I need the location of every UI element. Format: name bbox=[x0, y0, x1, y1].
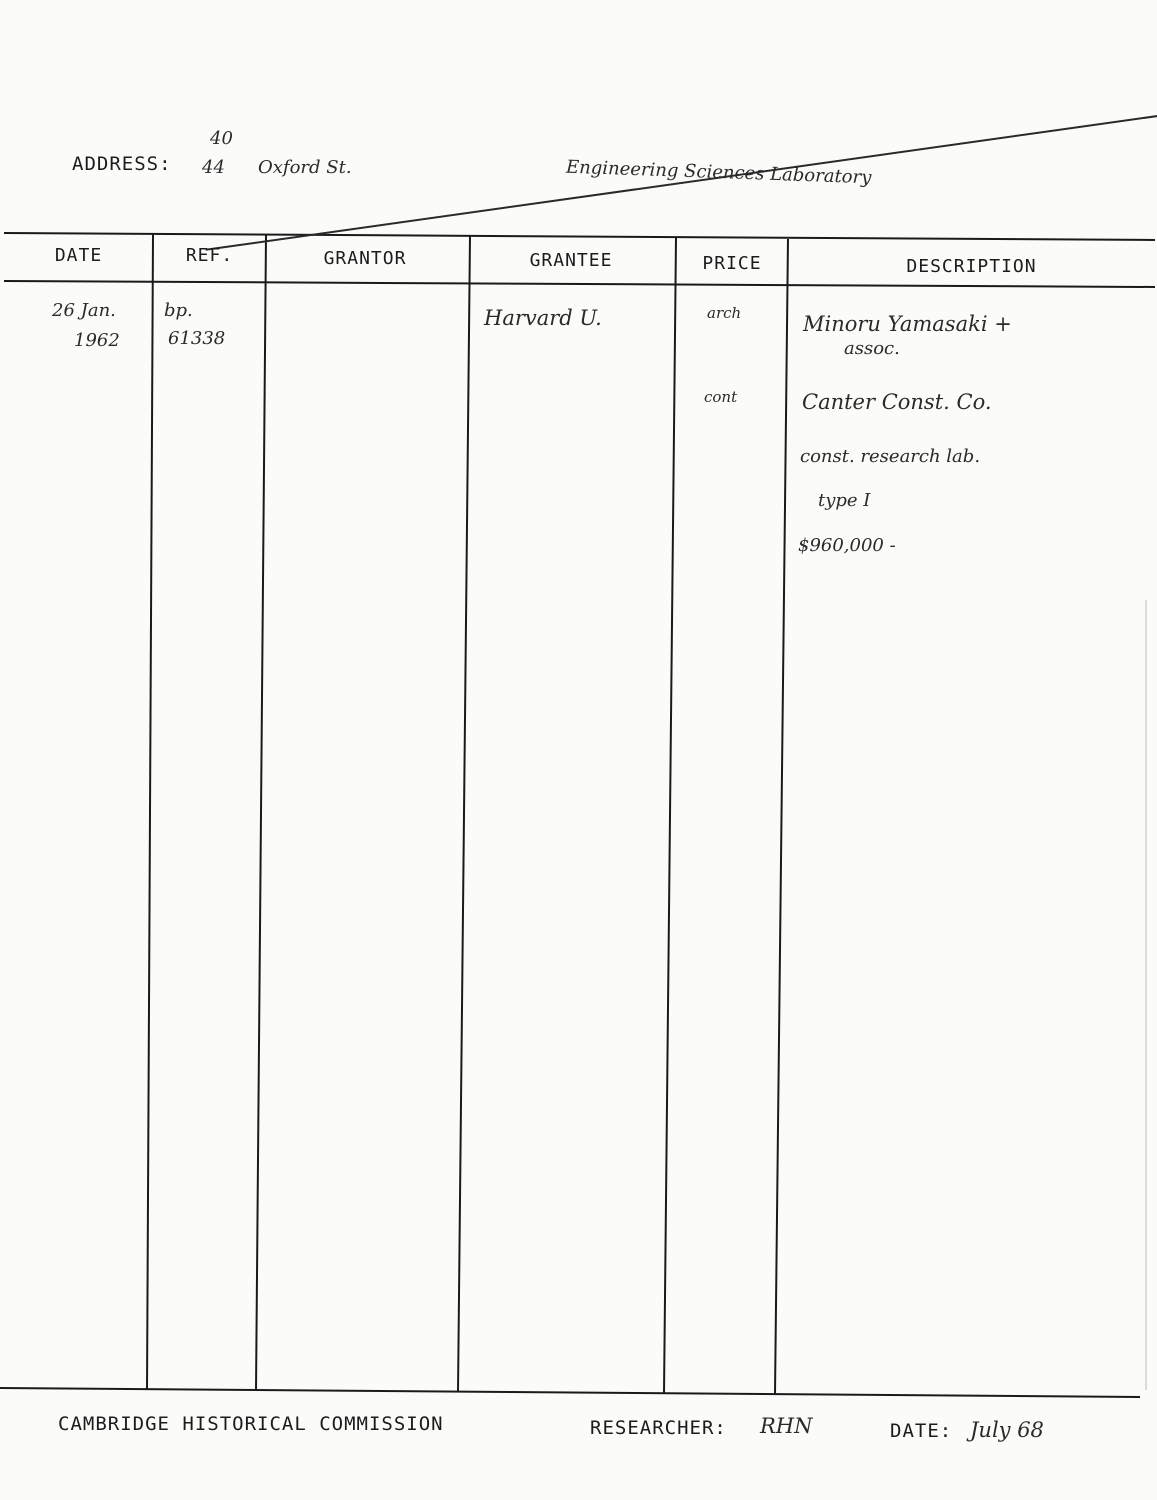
header-bottom-rule bbox=[4, 281, 1155, 287]
address-street: Oxford St. bbox=[258, 157, 352, 178]
table-bottom-rule bbox=[0, 1388, 1140, 1397]
entry-grantee: Harvard U. bbox=[484, 306, 602, 330]
divider-price-description bbox=[775, 239, 788, 1394]
description-line: Minoru Yamasaki + bbox=[803, 312, 1012, 336]
entry-price-note-2: cont bbox=[704, 388, 738, 406]
footer-researcher-value: RHN bbox=[760, 1414, 813, 1438]
entry-ref-line2: 61338 bbox=[168, 328, 226, 349]
footer-date-label: DATE: bbox=[890, 1420, 953, 1442]
column-header-description: DESCRIPTION bbox=[906, 256, 1037, 277]
description-line: $960,000 - bbox=[798, 535, 896, 556]
address-label: ADDRESS: bbox=[72, 153, 172, 175]
divider-date-ref bbox=[147, 234, 153, 1390]
entry-date-line2: 1962 bbox=[74, 330, 120, 351]
entry-date-line1: 26 Jan. bbox=[52, 300, 116, 321]
address-number-correction: 40 bbox=[210, 128, 233, 149]
entry-price-note-1: arch bbox=[707, 304, 742, 322]
divider-grantor-grantee bbox=[458, 236, 470, 1392]
footer-date-value: July 68 bbox=[970, 1418, 1044, 1442]
footer-researcher-label: RESEARCHER: bbox=[590, 1417, 727, 1439]
building-name: Engineering Sciences Laboratory bbox=[565, 156, 872, 189]
column-header-date: DATE bbox=[54, 245, 103, 266]
column-header-grantor: GRANTOR bbox=[323, 248, 407, 269]
description-line: const. research lab. bbox=[800, 446, 981, 467]
divider-ref-grantor bbox=[256, 235, 266, 1391]
address-number-struck: 44 bbox=[202, 157, 1157, 178]
column-header-ref: REF. bbox=[185, 245, 234, 266]
footer-commission: CAMBRIDGE HISTORICAL COMMISSION bbox=[58, 1413, 444, 1435]
divider-grantee-price bbox=[664, 238, 676, 1393]
column-header-grantee: GRANTEE bbox=[529, 250, 613, 271]
table-top-rule bbox=[4, 233, 1155, 240]
column-header-price: PRICE bbox=[702, 253, 762, 274]
description-line: Canter Const. Co. bbox=[802, 390, 992, 414]
description-line: type I bbox=[818, 490, 871, 511]
entry-ref-line1: bp. bbox=[164, 300, 193, 321]
description-line: assoc. bbox=[844, 338, 900, 359]
